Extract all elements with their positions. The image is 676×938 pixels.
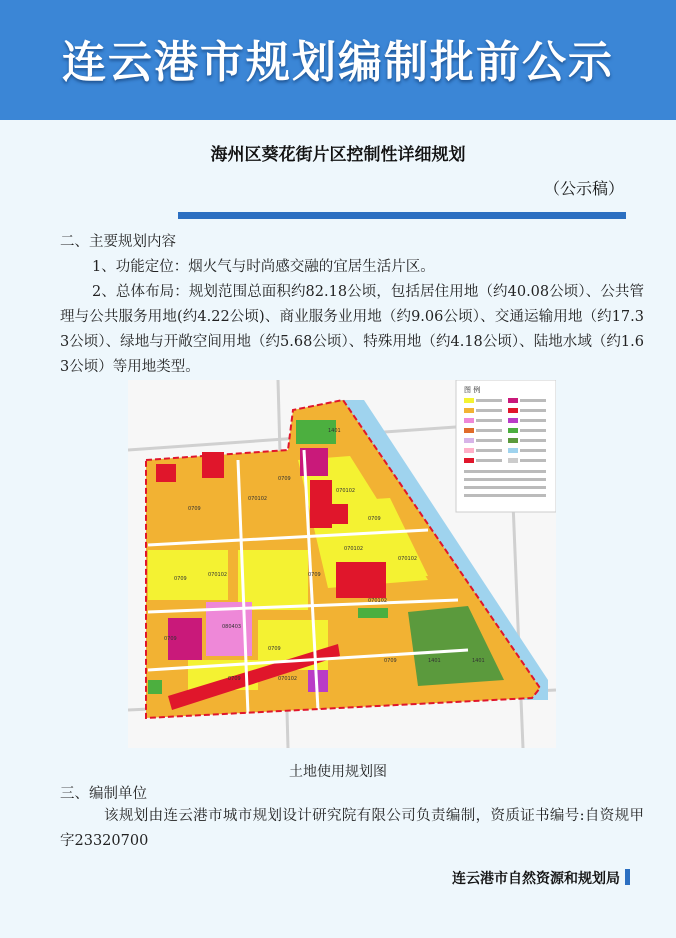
draft-tag: （公示稿） xyxy=(543,179,624,198)
parcel-label: 070102 xyxy=(278,676,298,682)
section2-heading: 二、主要规划内容 xyxy=(60,234,176,250)
parcel-label: 0709 xyxy=(164,636,177,642)
agency-signature: 连云港市自然资源和规划局 xyxy=(452,871,620,887)
parcel-label: 1401 xyxy=(472,658,485,664)
section3-body: 该规划由连云港市城市规划设计研究院有限公司负责编制，资质证书编号:自资规甲字23320700 xyxy=(60,808,644,849)
parcel-label: 070102 xyxy=(344,546,364,552)
land-use-map-graphic xyxy=(128,380,556,748)
parcel-label: 1401 xyxy=(428,658,441,664)
parcel-label: 080403 xyxy=(222,624,242,630)
banner-title: 连云港市规划编制批前公示 xyxy=(62,37,614,88)
parcel-label: 070102 xyxy=(248,496,268,502)
land-use-map xyxy=(128,380,556,748)
parcel-label: 0709 xyxy=(384,658,397,664)
plan-title: 海州区葵花街片区控制性详细规划 xyxy=(210,145,466,165)
header-banner xyxy=(0,0,676,120)
parcel-label: 1401 xyxy=(328,428,341,434)
parcel-label: 0709 xyxy=(188,506,201,512)
parcel-label: 070102 xyxy=(336,488,356,494)
parcel-label: 0709 xyxy=(308,572,321,578)
parcel-label: 0709 xyxy=(278,476,291,482)
title-divider xyxy=(178,212,626,219)
section2-item2: 2、总体布局：规划范围总面积约82.18公顷，包括居住用地（约40.08公顷）、公共管理与公共服务用地(约4.22公顷)、商业服务业用地（约9.06公顷）、交通运输用地（约17.33公顷）、绿地与开敞空间用地（约5.68公顷）、特殊用地（约4.18公顷）、陆地水域（约1.63公顷）等用地类型。 xyxy=(60,284,644,375)
parcel-label: 0709 xyxy=(174,576,187,582)
parcel-label: 070102 xyxy=(368,598,388,604)
parcel-label: 0709 xyxy=(268,646,281,652)
section2-item1: 1、功能定位：烟火气与时尚感交融的宜居生活片区。 xyxy=(92,259,435,275)
footer-accent-bar xyxy=(625,869,630,885)
parcel-label: 070102 xyxy=(398,556,418,562)
legend-title: 图 例 xyxy=(464,386,481,394)
section3-heading: 三、编制单位 xyxy=(60,786,147,802)
map-caption: 土地使用规划图 xyxy=(289,764,387,780)
parcel-label: 0709 xyxy=(368,516,381,522)
parcel-label: 0709 xyxy=(228,676,241,682)
parcel-label: 070102 xyxy=(208,572,228,578)
